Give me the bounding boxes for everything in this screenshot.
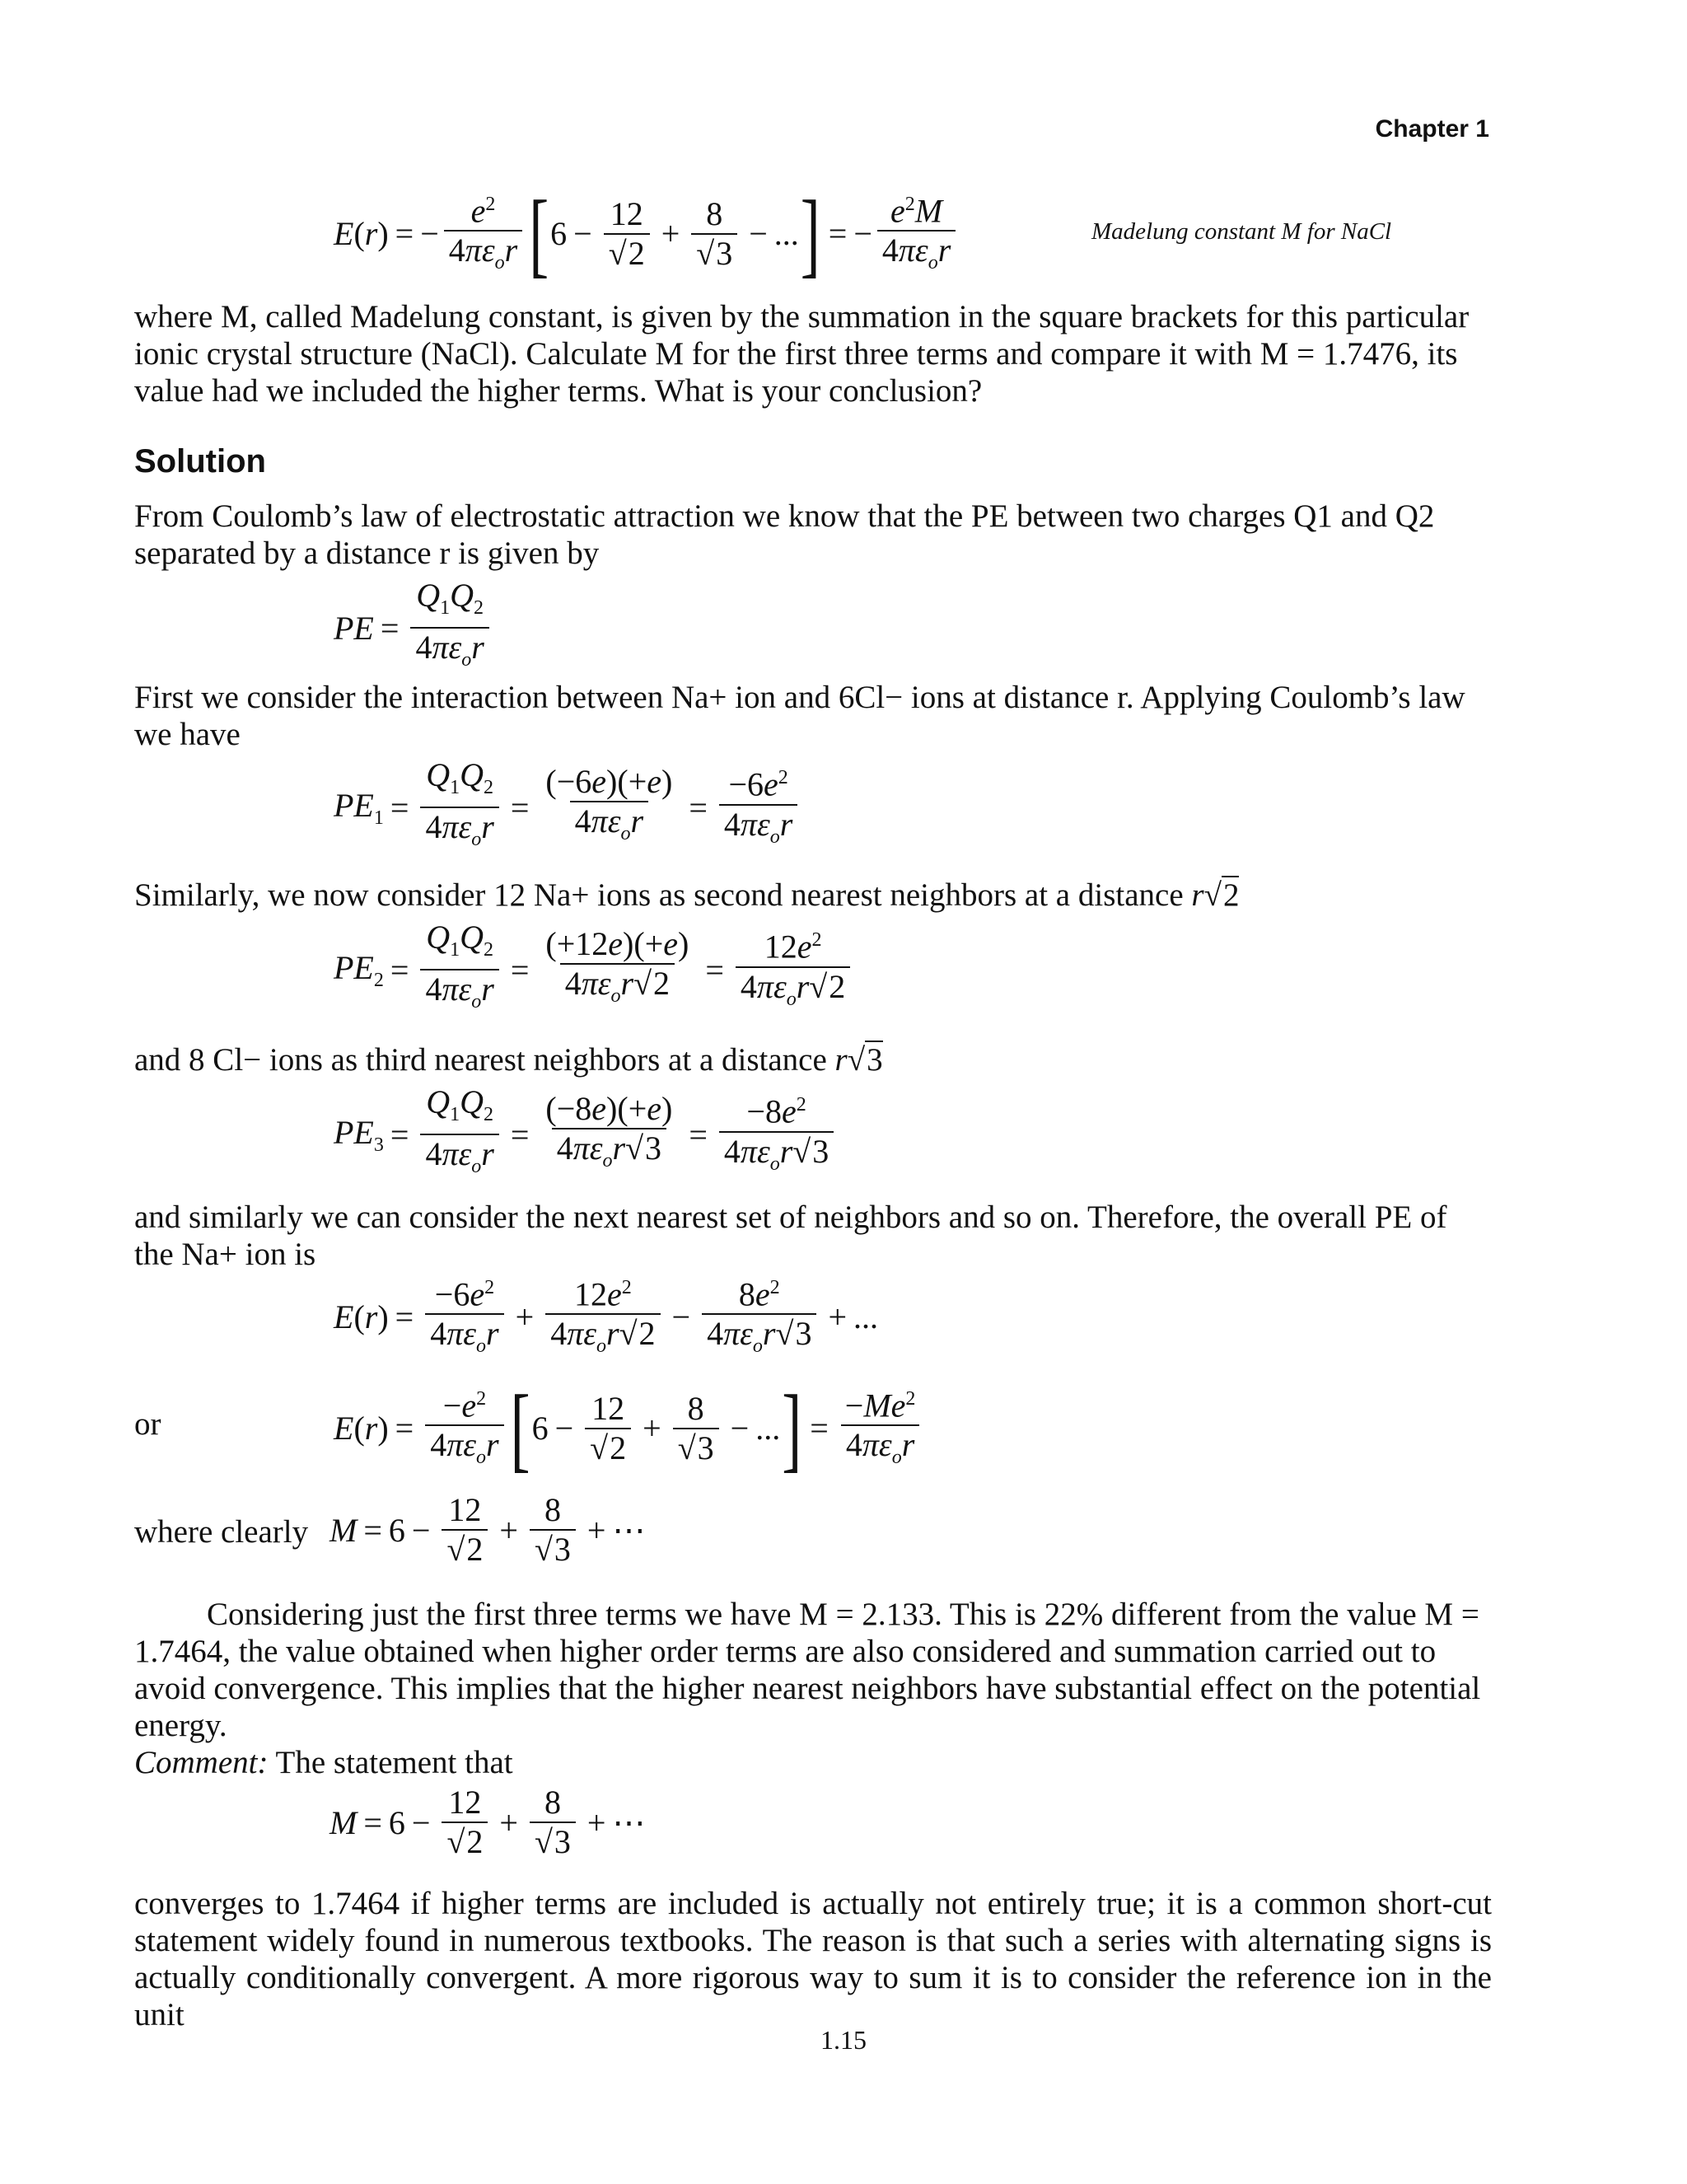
equation-pe2: $PE_2$ = $\frac{Q_1Q_2}{4\pi\varepsilon_or}$ = $\frac{(+12e)(+e)}{4\pi\varepsilon_or√2}$ = $\frac{12e^2}{4\pi\varepsilon_or√2}$ bbox=[334, 919, 855, 1021]
equation-er-bracket: E(r) = $\frac{-e^2}{4\pi\varepsilon_or}$ [ 6 − $\frac{12}{√2}$ + $\frac{8}{√3}$ − ... ] = $\frac{-Me^2}{4\pi\varepsilon_or}$ bbox=[334, 1380, 925, 1476]
overall-pe-paragraph bbox=[134, 1199, 1492, 1273]
page-number: 1.15 bbox=[820, 2025, 867, 2055]
equation-m-definition: M = 6 − $\frac{12}{√2}$ + $\frac{8}{√3}$ + ⋯ bbox=[329, 1491, 646, 1568]
second-neighbors-text: Similarly, we now consider 12 Na+ ions as second nearest neighbors at a distance bbox=[134, 877, 1184, 913]
overall-pe-text: and similarly we can consider the next nearest set of neighbors and so on. Therefore, the overall PE of the Na+ ion is bbox=[134, 1200, 1447, 1272]
intro-paragraph bbox=[134, 298, 1492, 409]
third-neighbors-text: and 8 Cl− ions as third nearest neighbors at a distance bbox=[134, 1042, 827, 1078]
equation-pe3: $PE_3$ = $\frac{Q_1Q_2}{4\pi\varepsilon_or}$ = $\frac{(-8e)(+e)}{4\pi\varepsilon_or√3}$ = $\frac{-8e^2}{4\pi\varepsilon_or√3}$ bbox=[334, 1083, 839, 1186]
converges-text: converges to 1.7464 if higher terms are included is actually not entirely true; it is a common short-cut statement widely found in numerous textbooks. The reason is that such a series with alternating signs is actually conditionally convergent. A more rigorous way to sum it is to consider the reference ion in the unit bbox=[134, 1886, 1492, 2032]
comment-label: Comment: bbox=[134, 1745, 269, 1780]
madelung-note: Madelung constant M for NaCl bbox=[1091, 218, 1392, 245]
where-clearly-label: where clearly bbox=[134, 1514, 309, 1550]
equation-er-sum: E(r) = $\frac{-6e^2}{4\pi\varepsilon_or}$ + $\frac{12e^2}{4\pi\varepsilon_or√2}$ − $\frac{8e^2}{4\pi\varepsilon_or√3}$ + ... bbox=[334, 1269, 878, 1365]
comment-text: The statement that bbox=[275, 1745, 513, 1780]
converges-paragraph bbox=[134, 1885, 1492, 2033]
intro-text: where M, called Madelung constant, is given by the summation in the square brackets for this particular ionic crystal structure (NaCl). Calculate M for the first three terms and compare it with M = 1.7476, its value had we included the higher terms. What is your conclusion? bbox=[134, 299, 1470, 409]
comment-paragraph bbox=[134, 1744, 1492, 1781]
first-interaction-text: First we consider the interaction between Na+ ion and 6Cl− ions at distance r. Applying Coulomb’s law we have bbox=[134, 680, 1465, 752]
or-label: or bbox=[134, 1406, 161, 1442]
equation-pe1: $PE_1$ = $\frac{Q_1Q_2}{4\pi\varepsilon_or}$ = $\frac{(-6e)(+e)}{4\pi\varepsilon_or}$ = $\frac{-6e^2}{4\pi\varepsilon_or}$ bbox=[334, 756, 802, 858]
distance-r-root3: r√3 bbox=[834, 1042, 883, 1078]
coulomb-paragraph bbox=[134, 498, 1492, 572]
considering-text: Considering just the first three terms we have M = 2.133. This is 22% different from the value M = 1.7464, the value obtained when higher order terms are also considered and summation carried out to avoid convergence. This implies that the higher nearest neighbors have substantial effect on the potential energy. bbox=[134, 1597, 1481, 1743]
chapter-header: Chapter 1 bbox=[1375, 115, 1489, 143]
equation-m-comment: M = 6 − $\frac{12}{√2}$ + $\frac{8}{√3}$ + ⋯ bbox=[329, 1784, 646, 1860]
first-interaction-paragraph bbox=[134, 679, 1492, 753]
solution-heading: Solution bbox=[134, 443, 266, 479]
coulomb-text: From Coulomb’s law of electrostatic attraction we know that the PE between two charges Q1 and Q2 separated by a distance r is given by bbox=[134, 498, 1435, 571]
equation-pe: PE = $\frac{Q_1Q_2}{4\pi\varepsilon_or}$ bbox=[334, 577, 494, 679]
considering-paragraph bbox=[134, 1596, 1492, 1744]
equation-madelung-top: E(r) = − $\frac{e^2}{4\pi\varepsilon_or}$ [ 6 − $\frac{12}{√2}$ + $\frac{8}{√3}$ − ... ] = − $\frac{e^2M}{4\pi\varepsilon_or}$ bbox=[334, 185, 960, 282]
second-neighbors-paragraph bbox=[134, 877, 1492, 914]
third-neighbors-paragraph bbox=[134, 1041, 1492, 1078]
distance-r-root2: r√2 bbox=[1191, 877, 1240, 913]
